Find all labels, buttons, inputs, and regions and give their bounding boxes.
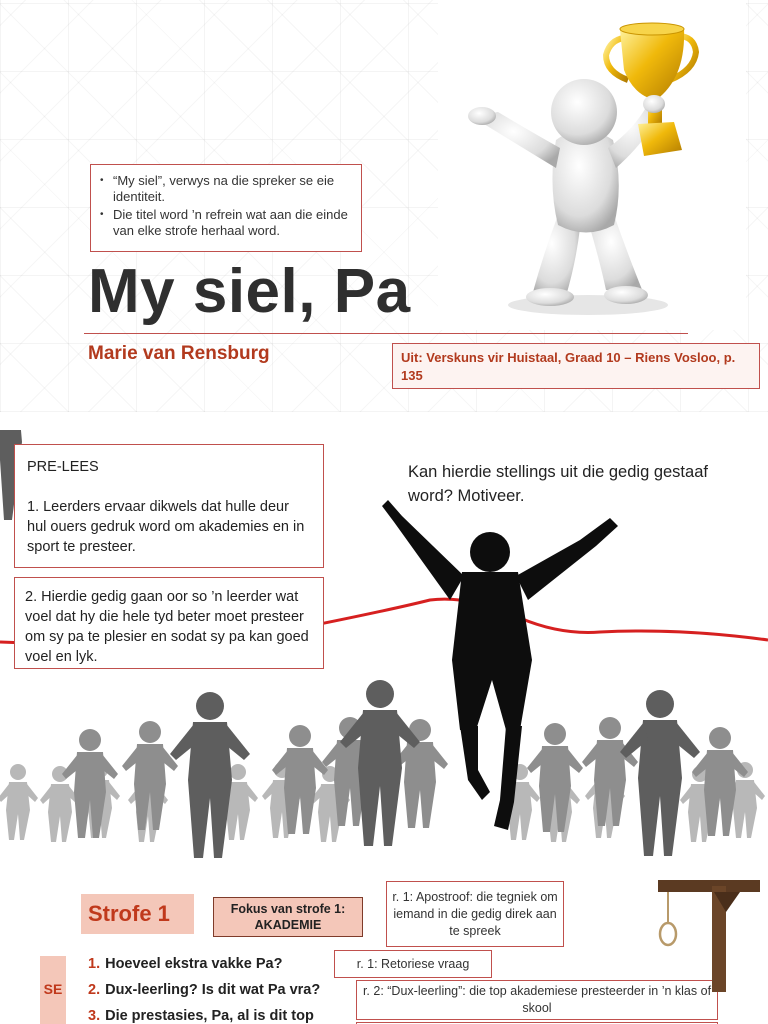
fokus-box: Fokus van strofe 1: AKADEMIE bbox=[213, 897, 363, 937]
strofe-slide bbox=[0, 866, 768, 1024]
prelees-point-1: 1. Leerders ervaar dikwels dat hulle deur hul ouers gedruk word om akademies en in sport te presteer. bbox=[27, 499, 305, 555]
prelees-box bbox=[14, 444, 324, 568]
title-divider bbox=[84, 333, 688, 334]
annotation-note: r. 2: “Dux-leerling”: die top akademiese presteerder in ’n klas of skool bbox=[356, 980, 718, 1020]
prelees-heading: PRE-LEES bbox=[27, 459, 99, 475]
prelees-point-2-box: 2. Hierdie gedig gaan oor so ’n leerder wat voel dat hy die hele tyd beter moet presteer om sy pa te plesier en sodat sy pa kan goed voel en lyk. bbox=[14, 577, 324, 669]
question-list bbox=[88, 954, 320, 1024]
annotation-note: r. 1: Retoriese vraag bbox=[334, 950, 492, 978]
strofe-heading: Strofe 1 bbox=[81, 894, 194, 934]
bullet-notes-box bbox=[90, 164, 362, 252]
annotation-note: r. 1: Apostroof: die tegniek om iemand in die gedig direk aan te spreek bbox=[386, 881, 564, 947]
author-name: Marie van Rensburg bbox=[88, 343, 270, 364]
trophy-figure-icon bbox=[438, 0, 746, 330]
page-title: My siel, Pa bbox=[88, 257, 411, 326]
side-tab: SE bbox=[40, 956, 66, 1024]
question-item: 2. Dux-leerling? Is dit wat Pa vra? bbox=[88, 982, 321, 998]
gallows-icon bbox=[654, 872, 764, 992]
discussion-question: Kan hierdie stellings uit die gedig gestaaf word? Motiveer. bbox=[400, 454, 716, 514]
question-item: 3. Die prestasies, Pa, al is dit top bbox=[88, 1008, 314, 1024]
bullet-item: • “My siel”, verwys na die spreker se eie identiteit. bbox=[113, 173, 351, 205]
bullet-item: • Die titel word ’n refrein wat aan die einde van elke strofe herhaal word. bbox=[113, 207, 351, 239]
prelees-slide bbox=[0, 430, 768, 858]
question-item: 1. Hoeveel ekstra vakke Pa? bbox=[88, 956, 283, 972]
source-reference-box: Uit: Verskuns vir Huistaal, Graad 10 – Riens Vosloo, p. 135 bbox=[392, 343, 760, 389]
title-slide bbox=[0, 0, 768, 412]
